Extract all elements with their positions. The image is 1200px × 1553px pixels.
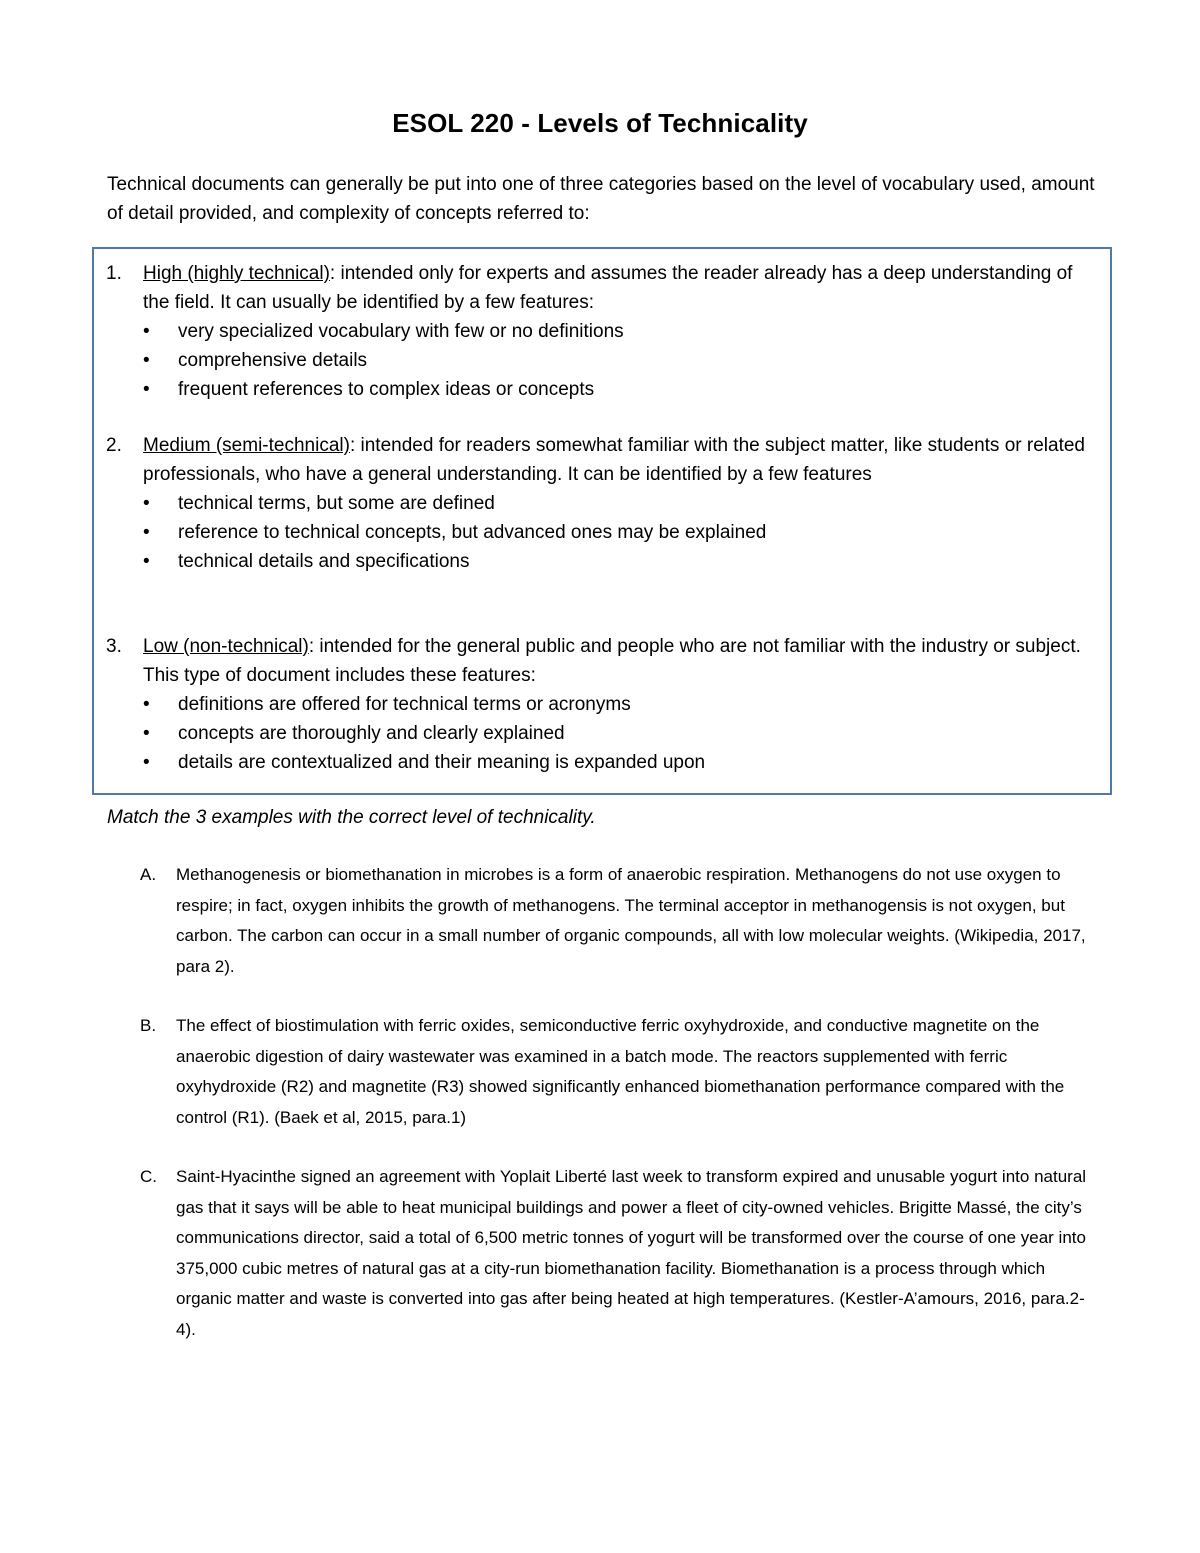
example-text: Methanogenesis or biomethanation in microbes is a form of anaerobic respiration. Methanogens do not use oxygen to respire; in fact, oxygen inhibits the growth of methanogens. The terminal acceptor in methanogensis is not oxygen, but carbon. The carbon can occur in a small number of organic compounds, all with low molecular weights. (Wikipedia, 2017, para 2). [176,865,1086,976]
level-description: : intended for readers somewhat familiar with the subject matter, like students or related professionals, who have a general understanding. It can be identified by a few features [143,435,1085,485]
intro-paragraph: Technical documents can generally be put into one of three categories based on the level of vocabulary used, amount of detail provided, and complexity of concepts referred to: [107,174,1095,224]
bullet-icon: • [143,694,150,715]
example-c [140,1162,1100,1345]
level-medium [106,431,1101,576]
feature-item: • comprehensive details [143,346,1101,375]
bullet-icon: • [143,752,150,773]
bullet-icon: • [143,350,150,371]
level-number: 2. [106,435,122,456]
level-number: 1. [106,263,122,284]
bullet-icon: • [143,551,150,572]
feature-list [143,690,1101,777]
level-high [106,259,1101,404]
feature-list [143,317,1101,404]
page-title: ESOL 220 - Levels of Technicality [392,108,808,138]
level-term: Low (non-technical) [143,636,309,657]
level-term: Medium (semi-technical) [143,435,350,456]
level-low [106,632,1101,777]
example-letter: C. [140,1167,157,1186]
instruction-text: Match the 3 examples with the correct level of technicality. [107,807,596,828]
feature-item: • concepts are thoroughly and clearly explained [143,719,1101,748]
level-term: High (highly technical) [143,263,330,284]
feature-item: • frequent references to complex ideas or concepts [143,375,1101,404]
example-text: The effect of biostimulation with ferric oxides, semiconductive ferric oxyhydroxide, and conductive magnetite on the anaerobic digestion of dairy wastewater was examined in a batch mode. The reactors supplemented with ferric oxyhydroxide (R2) and magnetite (R3) showed significantly enhanced biomethanation performance compared with the control (R1). (Baek et al, 2015, para.1) [176,1016,1065,1127]
feature-list [143,489,1101,576]
bullet-icon: • [143,379,150,400]
level-description: : intended for the general public and people who are not familiar with the industry or subject. This type of document includes these features: [143,636,1081,686]
feature-item: • technical terms, but some are defined [143,489,1101,518]
feature-item: • definitions are offered for technical terms or acronyms [143,690,1101,719]
feature-item: • very specialized vocabulary with few or no definitions [143,317,1101,346]
bullet-icon: • [143,723,150,744]
bullet-icon: • [143,493,150,514]
example-text: Saint-Hyacinthe signed an agreement with Yoplait Liberté last week to transform expired and unusable yogurt into natural gas that it says will be able to heat municipal buildings and power a fleet of city-owned vehicles. Brigitte Massé, the city’s communications director, said a total of 6,500 metric tonnes of yogurt will be transformed over the course of one year into 375,000 cubic metres of natural gas at a city-run biomethanation facility. Biomethanation is a process through which organic matter and waste is converted into gas after being heated at high temperatures. (Kestler-A’amours, 2016, para.2-4). [176,1167,1087,1339]
feature-item: • details are contextualized and their meaning is expanded upon [143,748,1101,777]
example-letter: A. [140,865,157,884]
level-description: : intended only for experts and assumes the reader already has a deep understanding of the field. It can usually be identified by a few features: [143,263,1073,313]
example-b [140,1011,1100,1133]
example-a [140,860,1100,982]
levels-box [92,247,1112,795]
level-number: 3. [106,636,122,657]
bullet-icon: • [143,321,150,342]
example-letter: B. [140,1016,157,1035]
feature-item: • technical details and specifications [143,547,1101,576]
bullet-icon: • [143,522,150,543]
feature-item: • reference to technical concepts, but advanced ones may be explained [143,518,1101,547]
